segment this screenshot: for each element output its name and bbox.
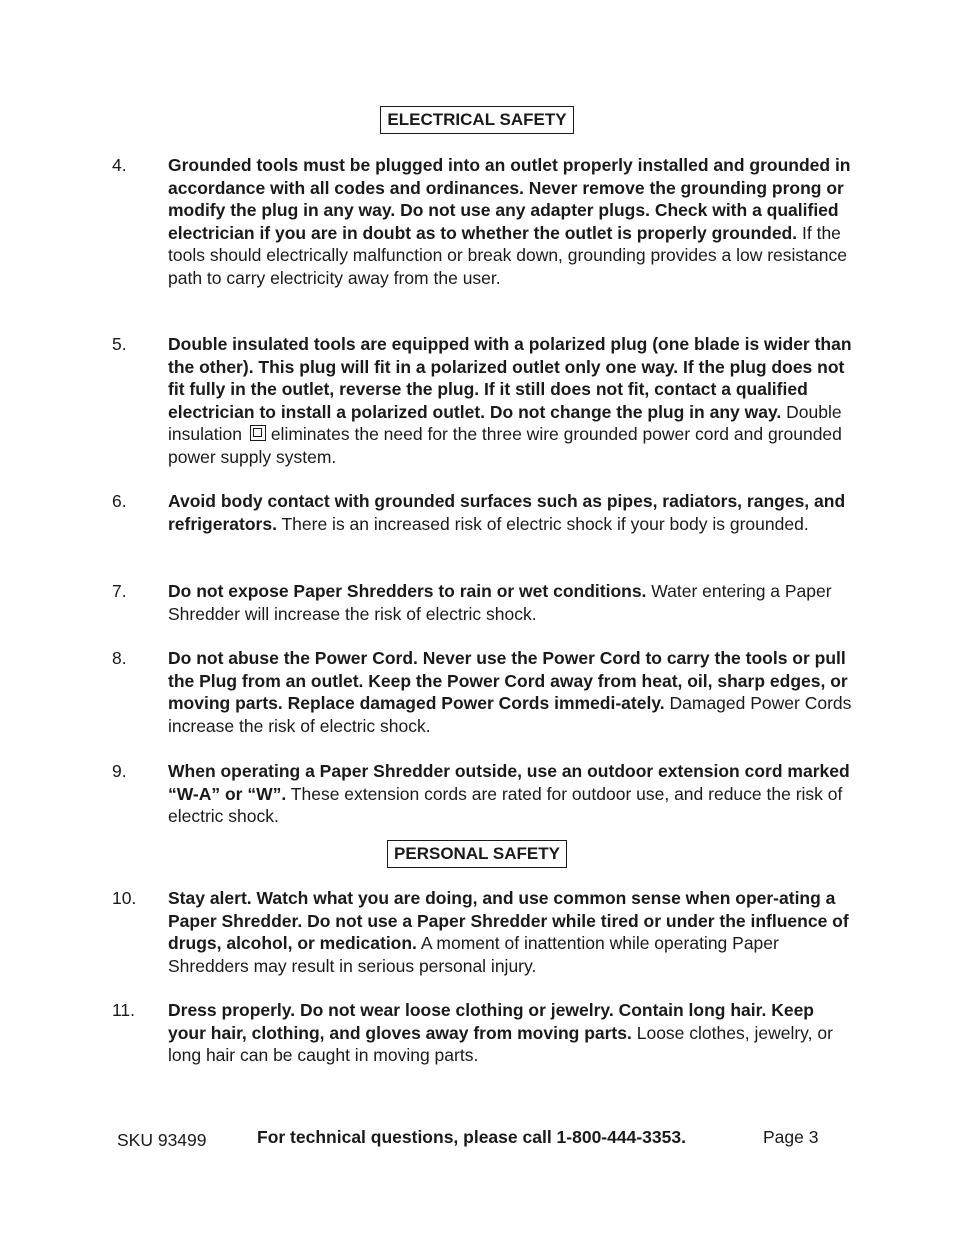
item-bold-text: Double insulated tools are equipped with a polarized plug (one blade is wider than the other). This plug will fit in a polarized outlet only one way. If the plug does not fit fully in the outlet, reverse the plug. If it still does not fit, contact a qualified electrician to install a polarized outlet. Do not change the plug in any way. — [168, 334, 852, 422]
item-bold-text: When operating a Paper Shredder outside, use an outdoor extension cord marked “W-A” or “W”. — [168, 761, 850, 804]
electrical-safety-heading — [0, 106, 954, 134]
item-normal-text: These extension cords are rated for outdoor use, and reduce the risk of electric shock. — [168, 783, 843, 826]
list-item-5 — [112, 333, 852, 468]
item-normal-text: Damaged Power Cords increase the risk of electric shock. — [168, 693, 852, 736]
item-number: 8. — [112, 648, 127, 668]
heading-label: ELECTRICAL SAFETY — [380, 106, 573, 134]
list-item-11 — [112, 999, 852, 1067]
list-item-10 — [112, 887, 852, 977]
item-normal-text: Water entering a Paper Shredder will increase the risk of electric shock. — [168, 581, 832, 624]
item-normal-text: Double insulation — [168, 401, 842, 444]
item-bold-text: Stay alert. Watch what you are doing, and use common sense when oper-ating a Paper Shredder. Do not use a Paper Shredder while tired or under the influence of drugs, alcohol, or medication. — [168, 888, 849, 953]
item-number: 9. — [112, 761, 127, 781]
item-number: 7. — [112, 581, 127, 601]
item-number: 6. — [112, 491, 127, 511]
list-item-8 — [112, 647, 852, 737]
item-normal-text: If the tools should electrically malfunction or break down, grounding provides a low resistance path to carry electricity away from the user. — [168, 222, 847, 288]
item-text — [168, 760, 852, 828]
footer-sku: SKU 93499 — [117, 1130, 207, 1150]
item-text — [168, 580, 852, 625]
item-text — [168, 999, 852, 1067]
list-item-9 — [112, 760, 852, 828]
list-item-6 — [112, 490, 852, 535]
list-item-7 — [112, 580, 852, 625]
list-item-4 — [112, 154, 852, 289]
item-number: 5. — [112, 334, 127, 354]
double-insulation-icon — [250, 425, 266, 441]
item-bold-text: Do not abuse the Power Cord. Never use the Power Cord to carry the tools or pull the Plug from an outlet. Keep the Power Cord away from heat, oil, sharp edges, or moving parts. Replace damaged Power Cords immedi-ately. — [168, 648, 848, 713]
item-text — [168, 333, 852, 468]
heading-label: PERSONAL SAFETY — [387, 840, 567, 868]
item-number: 4. — [112, 155, 127, 175]
item-bold-text: Do not expose Paper Shredders to rain or wet conditions. — [168, 581, 647, 601]
item-bold-text: Avoid body contact with grounded surfaces such as pipes, radiators, ranges, and refrigerators. — [168, 491, 846, 534]
footer-support: For technical questions, please call 1-800-444-3353. — [257, 1127, 686, 1147]
item-text — [168, 154, 852, 289]
item-number: 10. — [112, 888, 137, 908]
item-bold-text: Grounded tools must be plugged into an outlet properly installed and grounded in accordance with all codes and ordinances. Never remove the grounding prong or modify the plug in any way. Do not use any adapter plugs. Check with a qualified electrician if you are in doubt as to whether the outlet is properly grounded. — [168, 155, 851, 243]
item-text — [168, 647, 852, 737]
item-normal-text: Loose clothes, jewelry, or long hair can be caught in moving parts. — [168, 1022, 833, 1065]
item-bold-text: Dress properly. Do not wear loose clothing or jewelry. Contain long hair. Keep your hair, clothing, and gloves away from moving parts. — [168, 1000, 814, 1043]
item-text — [168, 887, 852, 977]
item-text — [168, 490, 852, 535]
item-normal-text-continued: eliminates the need for the three wire grounded power cord and grounded power supply system. — [168, 424, 842, 467]
item-normal-text: A moment of inattention while operating Paper Shredders may result in serious personal injury. — [168, 933, 779, 976]
footer-page-number: Page 3 — [763, 1127, 819, 1147]
personal-safety-heading — [0, 840, 954, 868]
item-number: 11. — [112, 1000, 136, 1020]
item-normal-text: There is an increased risk of electric shock if your body is grounded. — [281, 513, 809, 534]
